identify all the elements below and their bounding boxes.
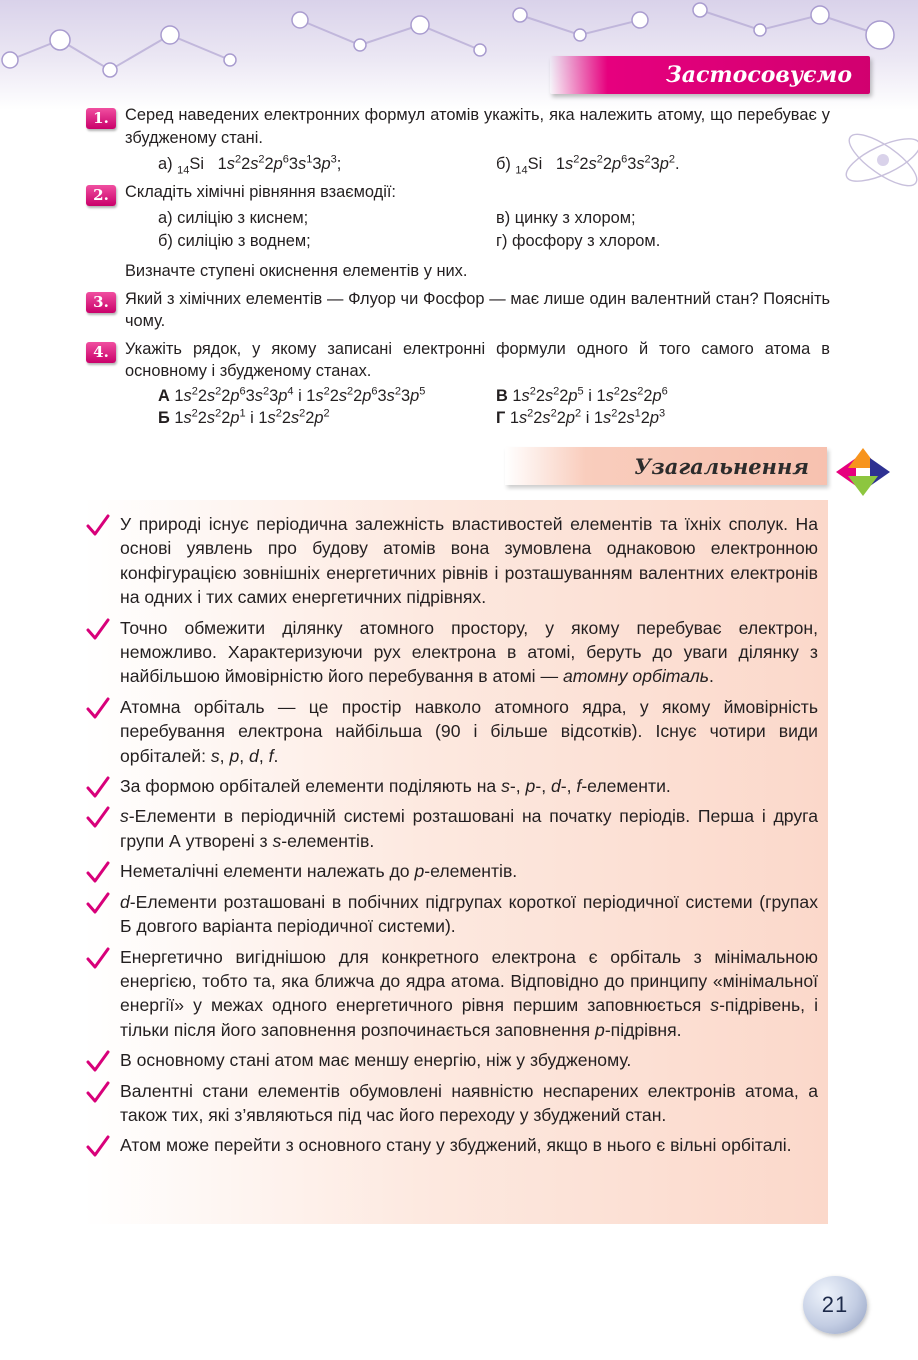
- option-B: Б $1s^22s^22p^1$ і $1s^22s^22p^2$: [158, 407, 330, 427]
- task-number: 4.: [86, 342, 116, 363]
- checkmark-icon: [86, 1050, 110, 1072]
- option-g: г) фосфору з хлором.: [496, 231, 661, 250]
- answer-options: [125, 385, 830, 430]
- option-A: А $1s^22s^22p^63s^23p^4$ і $1s^22s^22p^63s^23p^5$: [158, 385, 426, 405]
- task-note: Визначте ступені окиснення елементів у них.: [125, 262, 468, 280]
- summary-item: Неметалічні елементи належать до p-елементів.: [86, 859, 818, 883]
- summary-item: Валентні стани елементів обумовлені наявністю неспарених електронів атома, а також тих, які з’являються під час його переходу у збуджений стан.: [86, 1079, 818, 1128]
- summary-item: Енергетично вигіднішою для конкретного електрона є орбіталь з мінімальною енергією, тобто та, яка ближча до ядра атома. Відповідно до принципу «мінімальної енергії» у межах одного енергетичного рівня першим заповнюється s-підрівень, і тільки після його заповнення розпочинається заповнення p-підрівня.: [86, 945, 818, 1043]
- summary-item: За формою орбіталей елементи поділяють на s-, p-, d-, f-елементи.: [86, 774, 818, 798]
- summary-item: d-Елементи розташовані в побічних підгрупах короткої періодичної системи (групах Б довгого варіанта періодичної системи).: [86, 890, 818, 939]
- checkmark-icon: [86, 1135, 110, 1157]
- task-number: 3.: [86, 292, 116, 313]
- option-b: б) силіцію з воднем;: [158, 231, 311, 250]
- checkmark-icon: [86, 776, 110, 798]
- task-1: [86, 104, 830, 176]
- section-title: Застосовуємо: [665, 62, 852, 88]
- answer-options: [125, 153, 830, 176]
- task-text: Укажіть рядок, у якому записані електронні формули одного й того самого атома в основному і збудженому станах.: [125, 339, 830, 380]
- summary-item: У природі існує періодична залежність властивостей елементів та їхніх сполук. На основі уявлень про будову атомів вона зумовлена однаковою електронною конфігурацією зовнішніх енергетичних рівнів і розташуванням валентних електронів на одних і тих самих енергетичних підрівнях.: [86, 512, 818, 610]
- atom-orbit-decoration-icon: [828, 100, 918, 250]
- page-number: 21: [803, 1276, 867, 1334]
- task-number: 1.: [86, 108, 116, 129]
- section-banner-summary: [505, 447, 827, 485]
- task-number: 2.: [86, 185, 116, 206]
- task-2: [86, 181, 830, 283]
- option-v: в) цинку з хлором;: [496, 209, 636, 227]
- summary-item: В основному стані атом має меншу енергію, ніж у збудженому.: [86, 1048, 818, 1072]
- summary-item: s-Елементи в періодичній системі розташовані на початку періодів. Перша і друга групи А утворені з s-елементів.: [86, 804, 818, 853]
- option-a: а) $_{14}$Si $1s^22s^22p^63s^13p^3$;: [158, 153, 342, 177]
- task-text: Серед наведених електронних формул атомів укажіть, яка належить атому, що перебуває у збудженому стані.: [125, 106, 830, 147]
- task-list: [86, 104, 830, 435]
- summary-item: Атом може перейти з основного стану у збуджений, якщо в нього є вільні орбіталі.: [86, 1133, 818, 1157]
- option-V: В $1s^22s^22p^5$ і $1s^22s^22p^6$: [496, 385, 668, 405]
- task-text: Складіть хімічні рівняння взаємодії:: [125, 182, 396, 201]
- option-G: Г $1s^22s^22p^2$ і $1s^22s^12p^3$: [496, 407, 666, 427]
- checkmark-icon: [86, 514, 110, 536]
- summary-item: Точно обмежити ділянку атомного простору, у якому перебуває електрон, неможливо. Характеризуючи рух електрона в атомі, беруть до уваги ділянку з найбільшою ймовірністю його перебування в атомі — атомну орбіталь.: [86, 616, 818, 689]
- section-banner-apply: [550, 56, 870, 94]
- summary-arrows-icon: [834, 446, 892, 498]
- option-b: б) $_{14}$Si $1s^22s^22p^63s^23p^2$.: [496, 153, 680, 177]
- answer-options: [125, 207, 830, 252]
- task-4: [86, 338, 830, 430]
- task-text: Який з хімічних елементів — Флуор чи Фосфор — має лише один валентний стан? Поясніть чому.: [125, 289, 830, 330]
- checkmark-icon: [86, 806, 110, 828]
- task-3: [86, 288, 830, 333]
- checkmark-icon: [86, 861, 110, 883]
- summary-item: Атомна орбіталь — це простір навколо атомного ядра, у якому ймовірність перебування електрона найбільша (90 і більше відсотків). Існує чотири види орбіталей: s, p, d, f.: [86, 695, 818, 768]
- section-title: Узагальнення: [634, 453, 809, 479]
- checkmark-icon: [86, 697, 110, 719]
- checkmark-icon: [86, 947, 110, 969]
- checkmark-icon: [86, 1081, 110, 1103]
- checkmark-icon: [86, 618, 110, 640]
- summary-list: [86, 512, 818, 1164]
- checkmark-icon: [86, 892, 110, 914]
- option-a: а) силіцію з киснем;: [158, 209, 309, 227]
